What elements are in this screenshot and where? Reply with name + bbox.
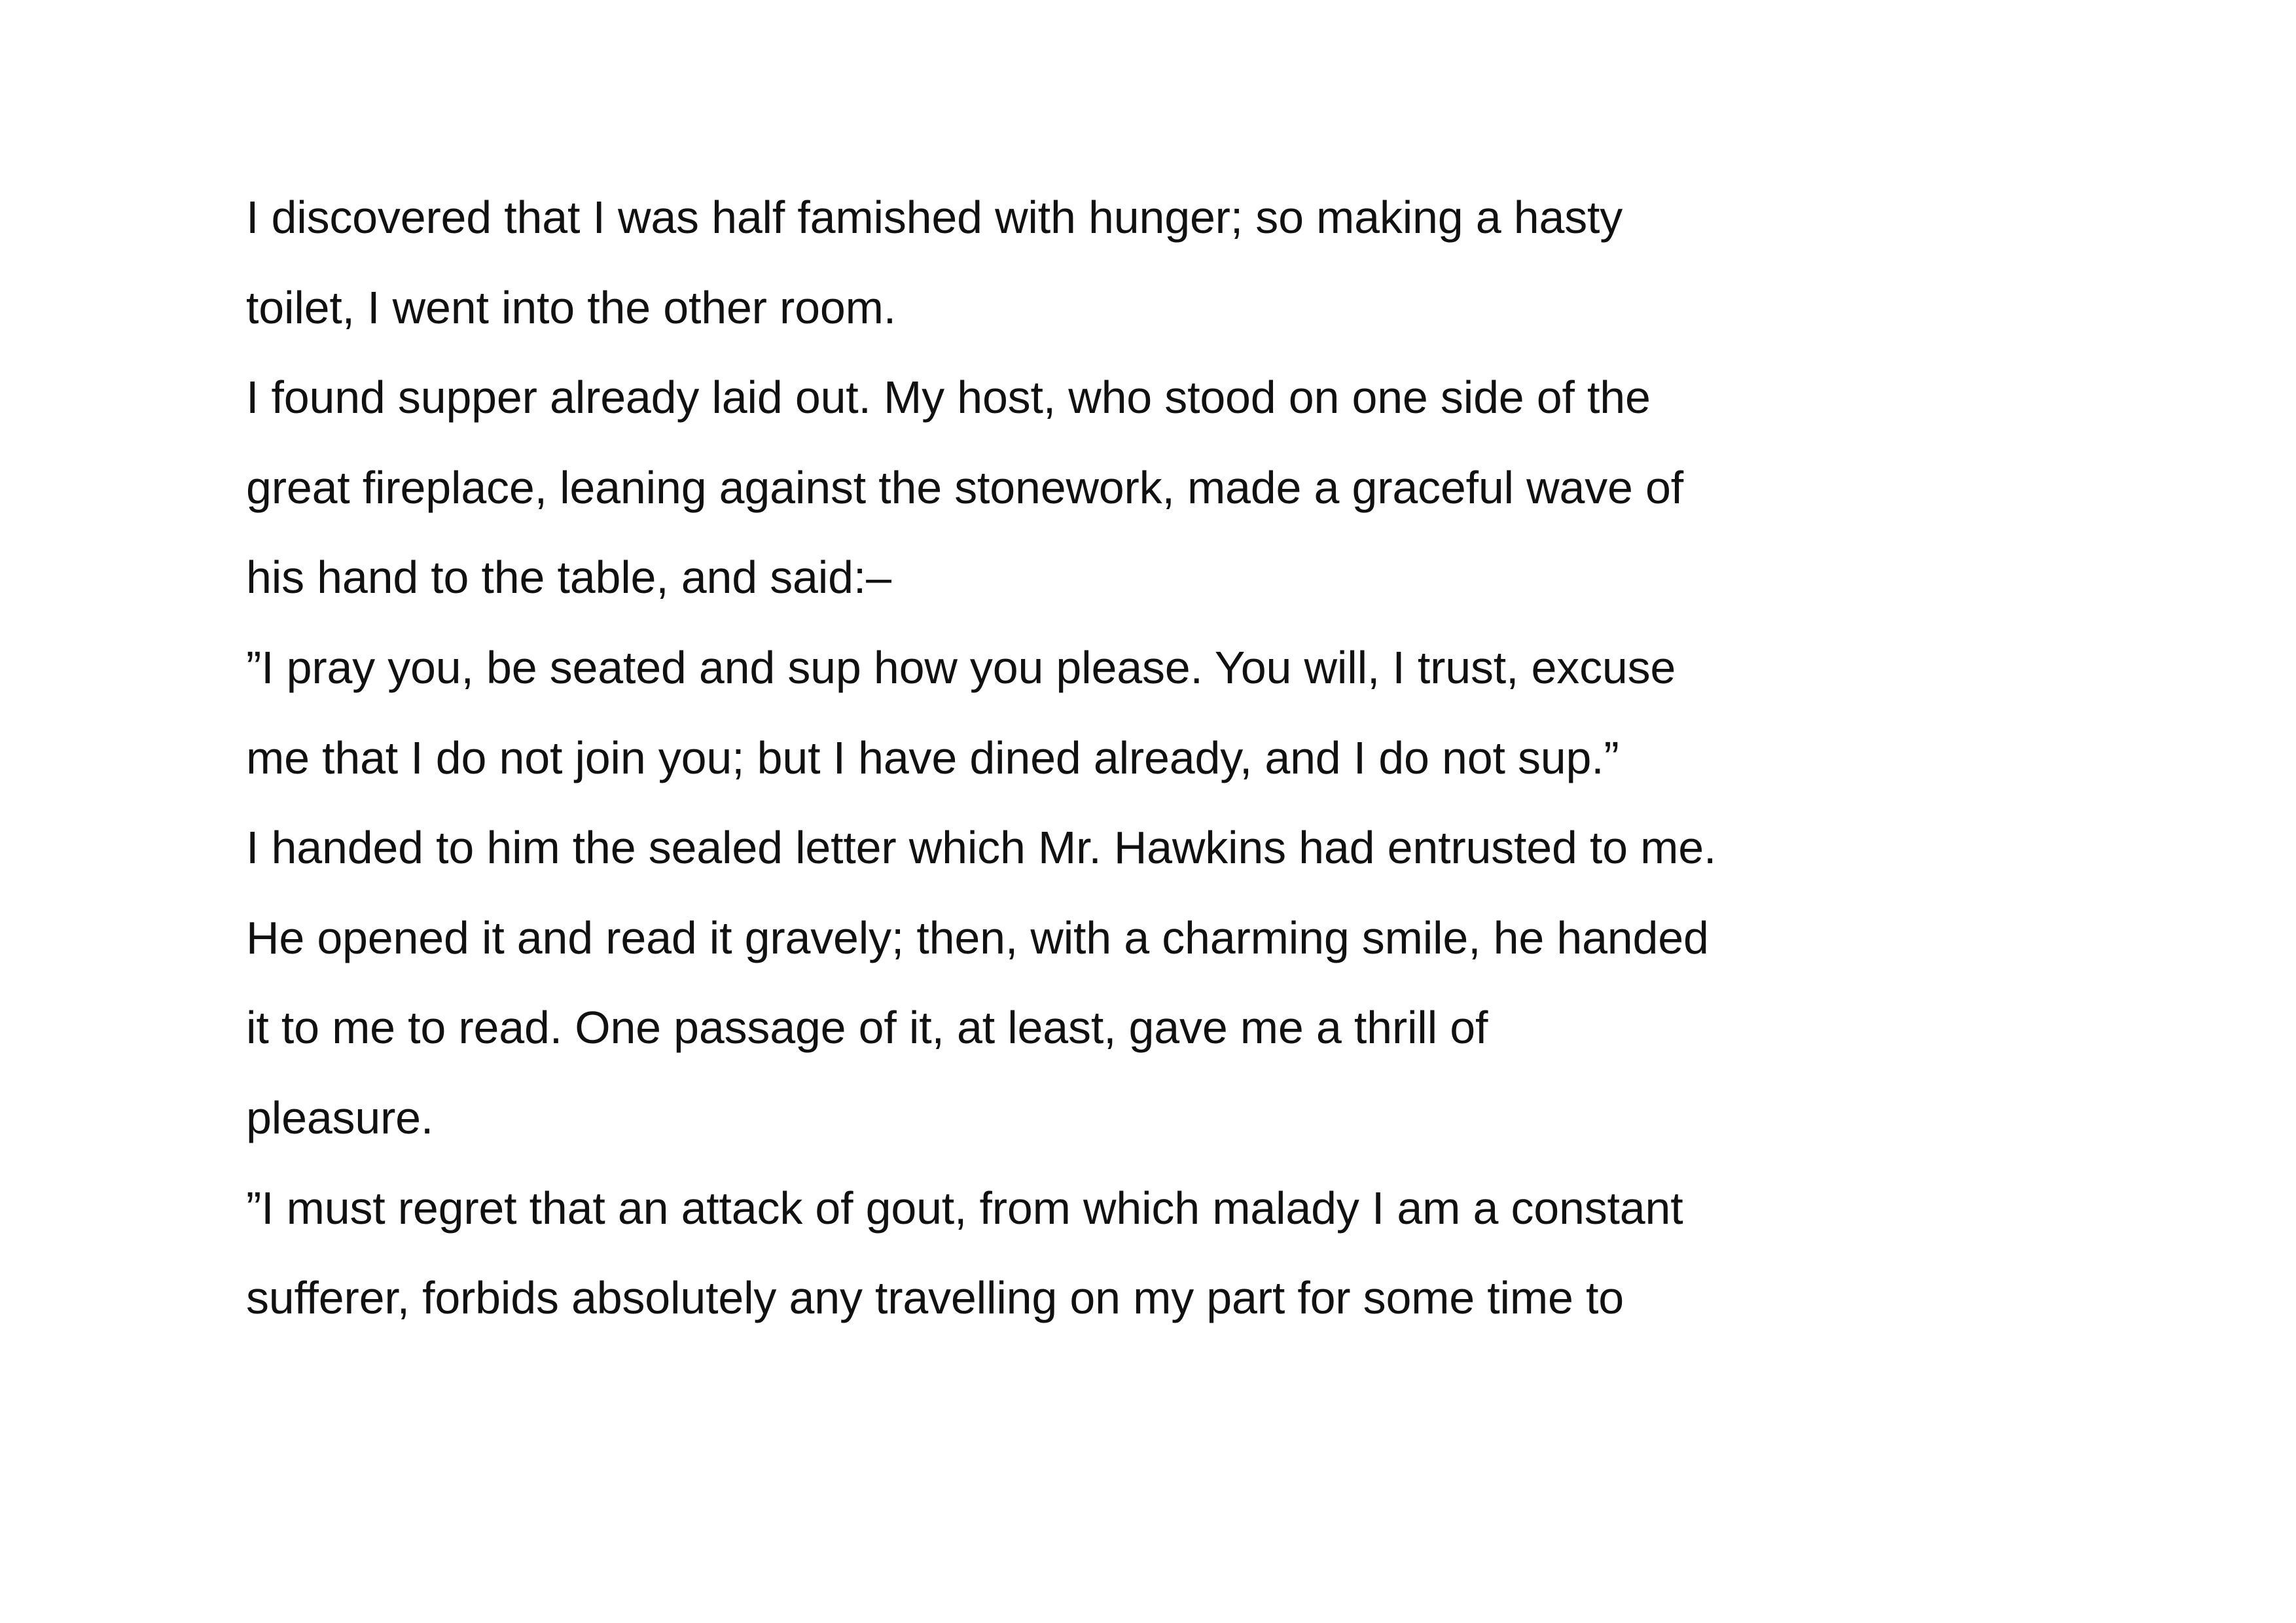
text-line: sufferer, forbids absolutely any travelling on my part for some time to xyxy=(246,1272,1624,1324)
text-line: I found supper already laid out. My host, who stood on one side of the xyxy=(246,372,1651,423)
text-line: He opened it and read it gravely; then, with a charming smile, he handed xyxy=(246,912,1709,963)
text-line: I handed to him the sealed letter which Mr. Hawkins had entrusted to me. xyxy=(246,822,1717,874)
text-line: me that I do not join you; but I have dined already, and I do not sup.” xyxy=(246,732,1619,783)
text-line: ”I must regret that an attack of gout, from which malady I am a constant xyxy=(246,1182,1683,1234)
text-line: ”I pray you, be seated and sup how you please. You will, I trust, excuse xyxy=(246,641,1676,693)
text-line: pleasure. xyxy=(246,1092,434,1143)
text-line: toilet, I went into the other room. xyxy=(246,281,896,333)
body-text xyxy=(246,173,2144,1344)
text-line: it to me to read. One passage of it, at least, gave me a thrill of xyxy=(246,1002,1488,1054)
text-line: his hand to the table, and said:– xyxy=(246,552,891,603)
text-line: I discovered that I was half famished with hunger; so making a hasty xyxy=(246,192,1623,243)
text-line: great fireplace, leaning against the stonework, made a graceful wave of xyxy=(246,461,1683,513)
